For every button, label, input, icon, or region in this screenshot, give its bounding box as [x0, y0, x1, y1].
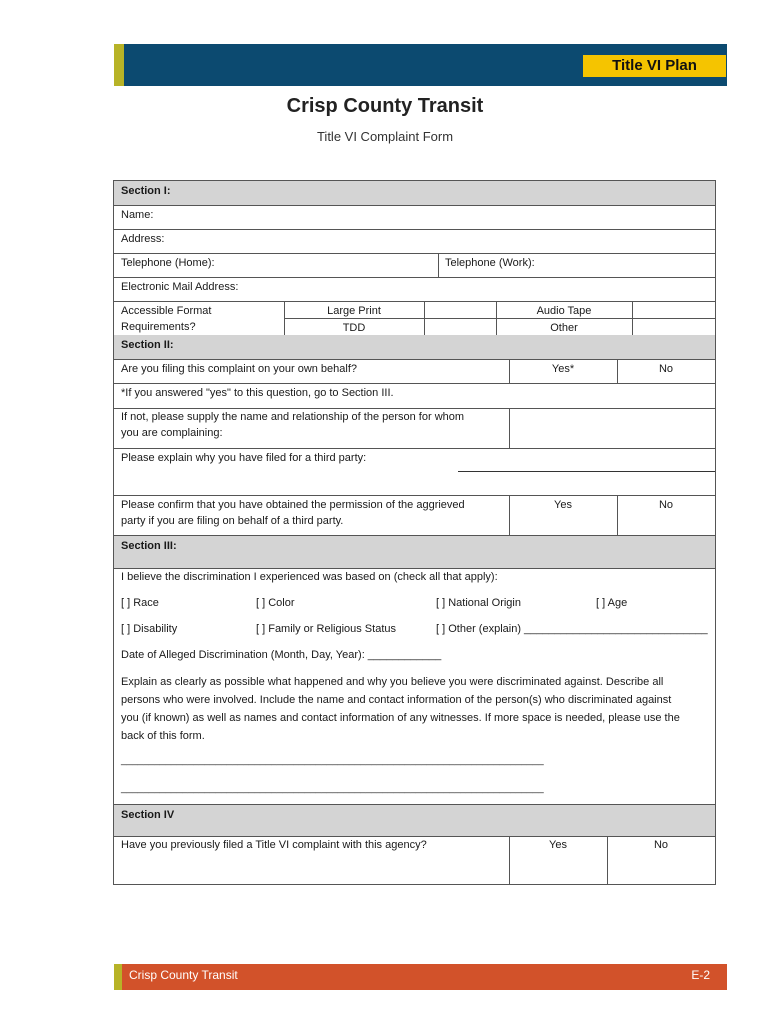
footer-accent	[114, 964, 122, 990]
permission-question: Please confirm that you have obtained the permission of the aggrieved	[121, 499, 465, 511]
telephone-work-field[interactable]: Telephone (Work):	[445, 257, 535, 269]
previous-complaint-no[interactable]: No	[653, 839, 669, 851]
explain-answer-line-1[interactable]: ____________________________________________________________________________	[121, 755, 544, 766]
section-3-header	[114, 536, 715, 568]
name-field[interactable]: Name:	[121, 209, 154, 221]
basis-intro: I believe the discrimination I experienced was based on (check all that apply):	[121, 571, 498, 583]
explain-instructions-2: persons who were involved. Include the name and contact information of the person(s) who discriminated against	[121, 694, 672, 706]
other-format-option[interactable]: Other	[550, 322, 578, 334]
accessible-format-label-2: Requirements?	[121, 321, 196, 333]
explain-instructions-1: Explain as clearly as possible what happened and why you believe you were discriminated against. Describe all	[121, 676, 664, 688]
document-subtitle: Title VI Complaint Form	[316, 129, 454, 144]
date-of-discrimination[interactable]: Date of Alleged Discrimination (Month, Day, Year): ____________	[121, 649, 442, 661]
section-3-heading: Section III:	[121, 540, 177, 552]
age-checkbox[interactable]: [ ] Age	[596, 597, 628, 609]
section-3-note: *If you answered "yes" to this question, go to Section III.	[121, 387, 394, 399]
section-1-heading: Section I:	[121, 185, 171, 197]
explain-answer-line-2[interactable]: ____________________________________________________________________________	[121, 783, 544, 794]
race-checkbox[interactable]: [ ] Race	[121, 597, 159, 609]
previous-complaint-question: Have you previously filed a Title VI complaint with this agency?	[121, 839, 427, 851]
color-checkbox[interactable]: [ ] Color	[256, 597, 295, 609]
address-field[interactable]: Address:	[121, 233, 165, 245]
permission-question-2: party if you are filing on behalf of a third party.	[121, 515, 344, 527]
explain-instructions-4: back of this form.	[121, 730, 205, 742]
complaint-form	[113, 180, 716, 885]
section-4-heading: Section IV	[121, 809, 175, 821]
section-2-heading: Section II:	[121, 339, 174, 351]
national-origin-checkbox[interactable]: [ ] National Origin	[436, 597, 521, 609]
disability-checkbox[interactable]: [ ] Disability	[121, 623, 178, 635]
audio-tape-option[interactable]: Audio Tape	[536, 305, 592, 317]
header-accent	[114, 44, 124, 86]
telephone-home-field[interactable]: Telephone (Home):	[121, 257, 215, 269]
own-behalf-yes[interactable]: Yes*	[551, 363, 575, 375]
own-behalf-question: Are you filing this complaint on your own behalf?	[121, 363, 358, 375]
family-religious-checkbox[interactable]: [ ] Family or Religious Status	[256, 623, 396, 635]
tdd-option[interactable]: TDD	[342, 322, 366, 334]
third-party-name-question: If not, please supply the name and relationship of the person for whom	[121, 411, 465, 423]
own-behalf-no[interactable]: No	[658, 363, 674, 375]
footer-org-name: Crisp County Transit	[129, 968, 238, 982]
section-2-header	[114, 335, 715, 359]
section-1-header	[114, 181, 715, 205]
third-party-name-question-2: you are complaining:	[121, 427, 223, 439]
previous-complaint-yes[interactable]: Yes	[549, 839, 567, 851]
third-party-reason-question: Please explain why you have filed for a third party:	[121, 452, 367, 464]
accessible-format-label: Accessible Format	[121, 305, 212, 317]
other-basis-checkbox[interactable]: [ ] Other (explain) ______________________________	[436, 623, 708, 635]
large-print-option[interactable]: Large Print	[327, 305, 381, 317]
permission-no[interactable]: No	[658, 499, 674, 511]
third-party-reason-line[interactable]	[458, 471, 715, 472]
section-4-header	[114, 805, 715, 836]
header-tag: Title VI Plan	[583, 55, 726, 77]
permission-yes[interactable]: Yes	[554, 499, 572, 511]
page-number: E-2	[691, 968, 710, 982]
document-title: Crisp County Transit	[286, 95, 484, 117]
email-field[interactable]: Electronic Mail Address:	[121, 281, 239, 293]
explain-instructions-3: you (if known) as well as names and contact information of any witnesses. If more space is needed, please use the	[121, 712, 680, 724]
